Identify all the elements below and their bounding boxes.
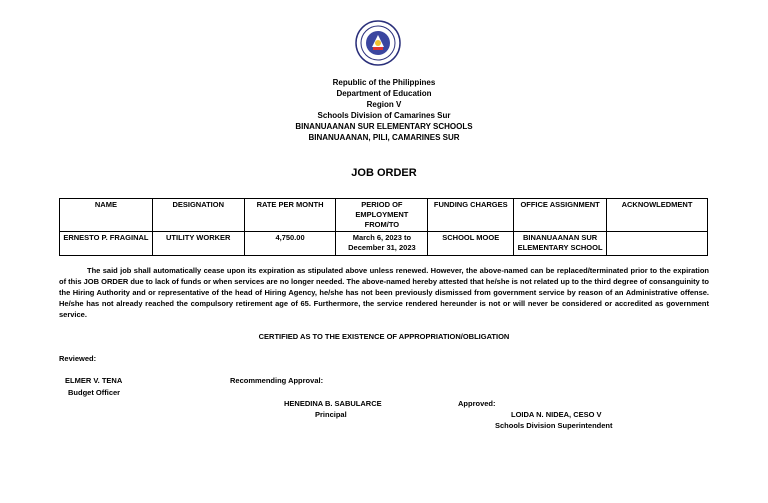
approved-label: Approved:: [458, 399, 496, 408]
header-division: Schools Division of Camarines Sur: [317, 111, 451, 120]
col-designation: DESIGNATION: [152, 199, 244, 232]
recommender-title: Principal: [315, 410, 347, 419]
cell-office: BINANUAANAN SUR ELEMENTARY SCHOOL: [514, 232, 607, 256]
table-row: [60, 232, 708, 256]
col-acknowledgment: ACKNOWLEDMENT: [607, 199, 708, 232]
col-period: PERIOD OF EMPLOYMENT FROM/TO: [336, 199, 428, 232]
cell-period: March 6, 2023 to December 31, 2023: [336, 232, 428, 256]
recommender-name: HENEDINA B. SABULARCE: [284, 399, 382, 408]
header-country: Republic of the Philippines: [332, 78, 436, 87]
cell-designation: UTILITY WORKER: [152, 232, 244, 256]
header-department: Department of Education: [336, 89, 432, 98]
cell-acknowledgment: [607, 232, 708, 256]
table-header-row: [60, 199, 708, 232]
deped-seal: [355, 20, 401, 66]
approver-title: Schools Division Superintendent: [495, 421, 613, 430]
cell-rate: 4,750.00: [244, 232, 336, 256]
certification-line: CERTIFIED AS TO THE EXISTENCE OF APPROPRIATION/OBLIGATION: [258, 332, 510, 341]
recommending-label: Recommending Approval:: [230, 376, 324, 385]
reviewer-name: ELMER V. TENA: [65, 376, 123, 385]
approver-name: LOIDA N. NIDEA, CESO V: [511, 410, 602, 419]
cell-funding: SCHOOL MOOE: [428, 232, 514, 256]
cell-name: ERNESTO P. FRAGINAL: [60, 232, 153, 256]
header-region: Region V: [366, 100, 402, 109]
col-office: OFFICE ASSIGNMENT: [514, 199, 607, 232]
header-address: BINANUAANAN, PILI, CAMARINES SUR: [308, 133, 460, 142]
col-rate: RATE PER MONTH: [244, 199, 336, 232]
job-order-table: [59, 198, 708, 256]
col-funding: FUNDING CHARGES: [428, 199, 514, 232]
col-name: NAME: [60, 199, 153, 232]
header-school: BINANUAANAN SUR ELEMENTARY SCHOOLS: [295, 122, 473, 131]
page-title: JOB ORDER: [351, 167, 417, 179]
reviewed-label: Reviewed:: [59, 354, 97, 363]
reviewer-title: Budget Officer: [68, 388, 121, 397]
body-paragraph: The said job shall automatically cease upon its expiration as stipulated above unless renewed. However, the above-named can be replaced/terminated prior to the expiration of this JOB ORDER due to lack of funds or when services are no longer needed. The above-named hereby attested that he/she is not related up to the third degree of consanguinity to the Hiring Authority and or representative of the head of Hiring Agency, he/she has not been previously dismissed from government service by reason of an Administrative offense. He/she has not already reached the compulsory retirement age of 65. Furthermore, the service rendered hereunder is not or will never be considered or accredited as government service.: [59, 266, 709, 319]
